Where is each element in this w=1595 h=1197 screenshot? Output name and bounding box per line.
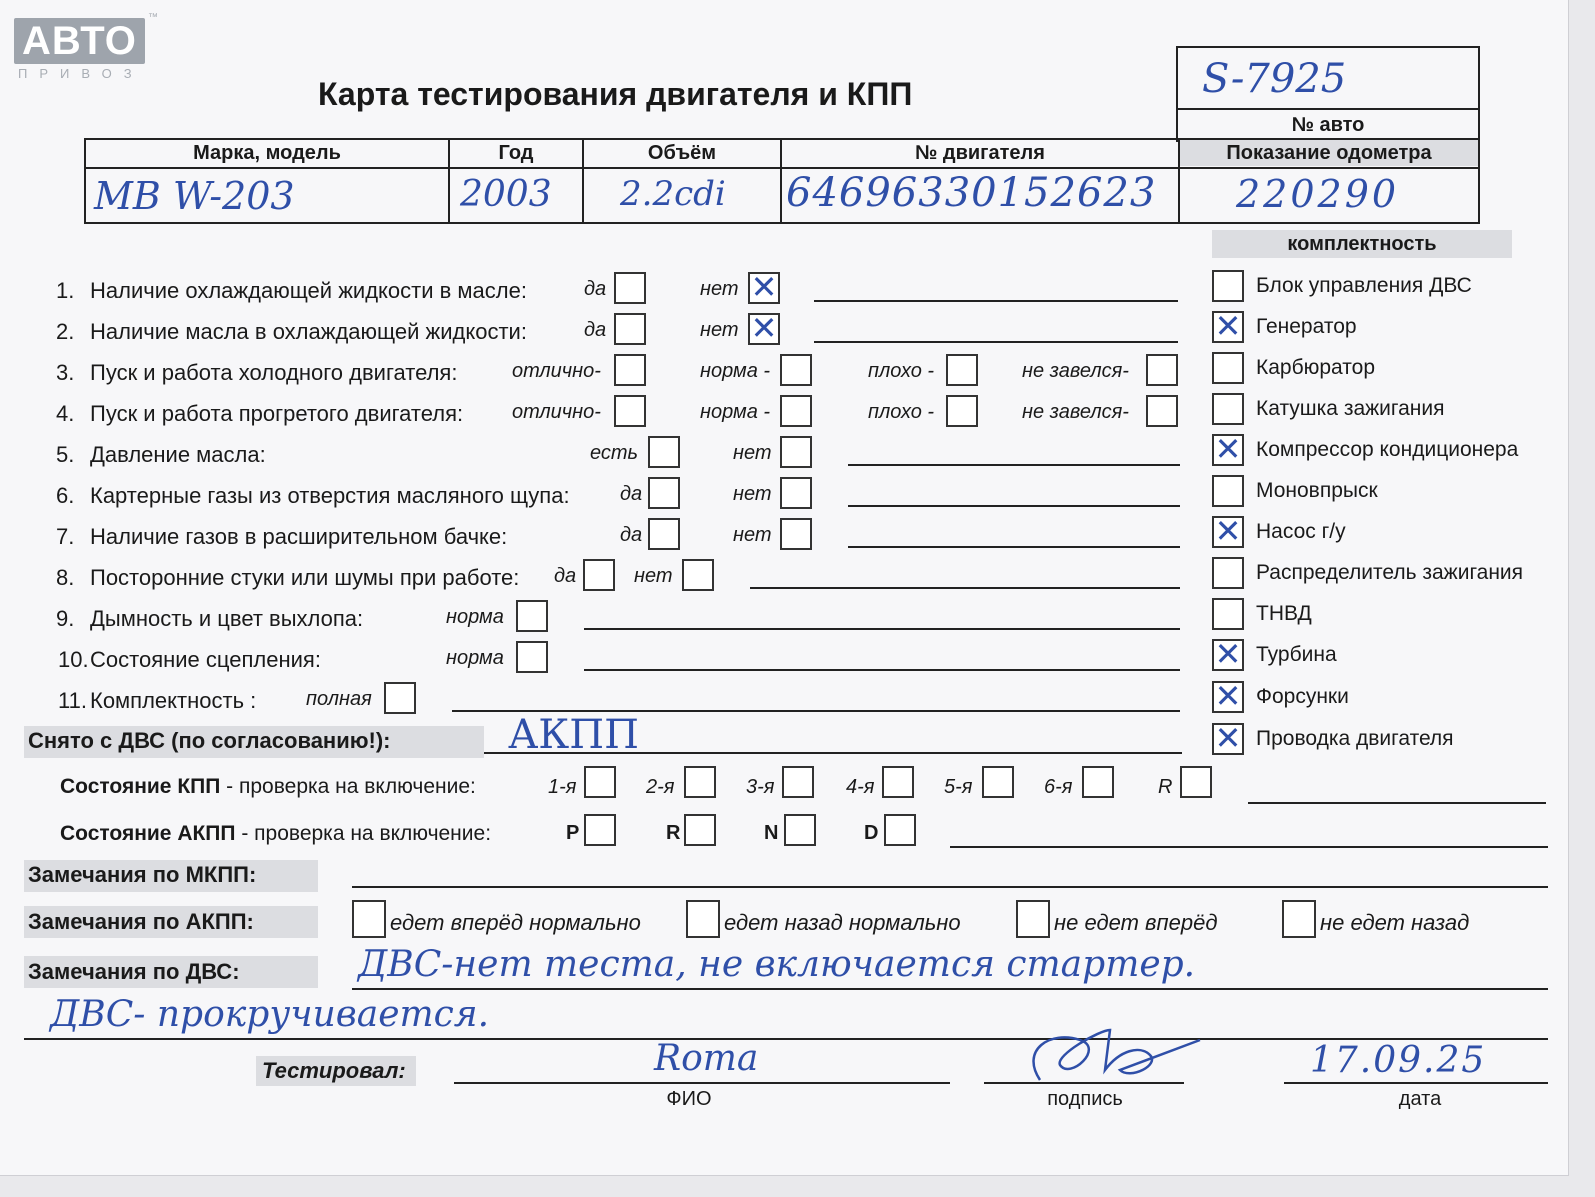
akpp-gear-label: R: [666, 822, 681, 844]
header-engine-number: № двигателя: [915, 142, 1045, 164]
logo: [14, 18, 145, 81]
question-text: Картерные газы из отверстия масляного щупа:: [90, 483, 570, 508]
completeness-item: Генератор: [1256, 315, 1357, 338]
option-checkbox[interactable]: [614, 272, 646, 304]
completeness-item: Распределитель зажигания: [1256, 561, 1524, 584]
akpp-gear-checkbox[interactable]: [684, 814, 716, 846]
akpp-notes-label: Замечания по АКПП:: [28, 909, 254, 934]
akpp-gear-checkbox[interactable]: [584, 814, 616, 846]
option-label: не завелся-: [1022, 401, 1129, 423]
dvs-notes-line1-rule: [352, 988, 1548, 990]
option-checkbox[interactable]: [648, 518, 680, 550]
question-text: Давление масла:: [90, 442, 266, 467]
col-model: [86, 140, 450, 222]
check-mark-icon: ✕: [1214, 512, 1242, 550]
kpp-gear-checkbox[interactable]: [1082, 766, 1114, 798]
check-mark-icon: ✕: [750, 268, 778, 306]
option-label: нет: [733, 442, 772, 464]
col-engine-number: [782, 140, 1180, 222]
check-mark-icon: ✕: [1214, 307, 1242, 345]
question-text: Состояние сцепления:: [90, 647, 321, 672]
answer-line: [584, 628, 1180, 630]
completeness-checkbox[interactable]: [1212, 352, 1244, 384]
signature-caption: подпись: [1047, 1088, 1123, 1110]
option-label: нет: [733, 483, 772, 505]
header-odometer: Показание одометра: [1226, 142, 1432, 164]
option-label: отлично-: [512, 401, 601, 423]
question-number: 2.: [56, 319, 75, 344]
akpp-label-bold: Состояние АКПП: [60, 822, 236, 845]
question-number: 1.: [56, 278, 75, 303]
akpp-note-label: едет назад нормально: [724, 910, 961, 935]
option-label: норма -: [700, 401, 771, 423]
option-checkbox[interactable]: [1146, 354, 1178, 386]
option-label: нет: [733, 524, 772, 546]
completeness-checkbox[interactable]: [1212, 307, 1244, 345]
completeness-checkbox[interactable]: [1212, 719, 1244, 757]
check-mark-icon: ✕: [1214, 719, 1242, 757]
question-text: Пуск и работа прогретого двигателя:: [90, 401, 464, 426]
completeness-item: Проводка двигателя: [1256, 727, 1454, 750]
removed-label: Снято с ДВС (по согласованию!):: [28, 728, 391, 753]
completeness-title: комплектность: [1212, 230, 1512, 258]
question-number: 4.: [56, 401, 75, 426]
kpp-gear-checkbox[interactable]: [782, 766, 814, 798]
col-volume: [584, 140, 782, 222]
tested-name: Roma: [654, 1038, 759, 1079]
kpp-label-bold: Состояние КПП: [60, 775, 221, 798]
question-number: 7.: [56, 524, 75, 549]
answer-line: [848, 464, 1180, 466]
option-checkbox[interactable]: [780, 395, 812, 427]
option-checkbox[interactable]: [1146, 395, 1178, 427]
dvs-notes-line2: ДВС- прокручивается.: [50, 994, 490, 1035]
akpp-note-checkbox[interactable]: [686, 900, 720, 938]
header-volume: Объём: [647, 142, 717, 164]
value-engine-number: 64696330152623: [786, 170, 1157, 216]
option-checkbox[interactable]: [780, 354, 812, 386]
completeness-item: Карбюратор: [1256, 356, 1376, 379]
answer-line: [848, 505, 1180, 507]
kpp-line: [1248, 802, 1546, 804]
completeness-checkbox[interactable]: [1212, 635, 1244, 673]
completeness-item: Насос г/у: [1256, 520, 1346, 543]
option-label: не завелся-: [1022, 360, 1129, 382]
test-date: 17.09.25: [1310, 1040, 1487, 1081]
akpp-gear-checkbox[interactable]: [784, 814, 816, 846]
option-checkbox[interactable]: [516, 641, 548, 673]
question-number: 6.: [56, 483, 75, 508]
completeness-checkbox[interactable]: [1212, 393, 1244, 425]
header-model: Марка, модель: [193, 142, 341, 164]
dvs-notes-line1: ДВС-нет теста, не включается стартер.: [358, 944, 1196, 985]
option-label: отлично-: [512, 360, 601, 382]
question-number: 3.: [56, 360, 75, 385]
question-text: Дымность и цвет выхлопа:: [90, 606, 364, 631]
check-mark-icon: ✕: [1214, 677, 1242, 715]
mkpp-notes-line: [352, 886, 1548, 888]
fio-caption: ФИО: [666, 1088, 712, 1110]
akpp-label-rest: - проверка на включение:: [235, 822, 492, 845]
akpp-note-label: не едет назад: [1320, 910, 1470, 935]
completeness-item: Компрессор кондиционера: [1256, 438, 1519, 461]
akpp-note-checkbox[interactable]: [1016, 900, 1050, 938]
option-label: норма -: [700, 360, 771, 382]
logo-subtext: ПРИВОЗ: [18, 66, 144, 81]
option-checkbox[interactable]: [384, 682, 416, 714]
option-checkbox[interactable]: [614, 354, 646, 386]
option-label: нет: [700, 278, 739, 300]
option-checkbox[interactable]: [583, 559, 615, 591]
mkpp-notes-label: Замечания по МКПП:: [28, 862, 257, 887]
option-checkbox[interactable]: [648, 436, 680, 468]
question-text: Посторонние стуки или шумы при работе:: [90, 565, 520, 590]
option-label: плохо -: [868, 401, 935, 423]
akpp-note-checkbox[interactable]: [352, 900, 386, 938]
option-label: нет: [700, 319, 739, 341]
kpp-gear-checkbox[interactable]: [982, 766, 1014, 798]
completeness-item: Катушка зажигания: [1256, 397, 1445, 420]
completeness-checkbox[interactable]: [1212, 270, 1244, 302]
answer-line: [848, 546, 1180, 548]
removed-line: [484, 752, 1182, 754]
question-text: Пуск и работа холодного двигателя:: [90, 360, 458, 385]
question-number: 10.: [58, 647, 89, 672]
kpp-gear-label: 2-я: [646, 776, 675, 798]
completeness-checkbox[interactable]: [1212, 677, 1244, 715]
removed-value: АКПП: [508, 712, 640, 758]
completeness-checkbox[interactable]: [1212, 475, 1244, 507]
option-checkbox[interactable]: [748, 268, 780, 306]
option-checkbox[interactable]: [780, 436, 812, 468]
question-text: Наличие масла в охлаждающей жидкости:: [90, 319, 527, 344]
header-year: Год: [498, 142, 534, 164]
value-odometer: 220290: [1236, 172, 1400, 216]
akpp-line: [950, 846, 1548, 848]
option-label: да: [584, 278, 607, 300]
option-checkbox[interactable]: [748, 309, 780, 347]
option-checkbox[interactable]: [682, 559, 714, 591]
value-model: МВ W-203: [94, 174, 295, 218]
kpp-gear-checkbox[interactable]: [584, 766, 616, 798]
kpp-gear-label: 5-я: [944, 776, 973, 798]
value-volume: 2.2cdi: [620, 174, 726, 214]
answer-line: [750, 587, 1180, 589]
option-label: да: [620, 483, 643, 505]
date-caption: дата: [1398, 1088, 1442, 1110]
answer-line: [584, 669, 1180, 671]
logo-text: АВТО: [14, 18, 145, 64]
kpp-gear-checkbox[interactable]: [684, 766, 716, 798]
option-label: нет: [634, 565, 673, 587]
car-number-value: S-7925: [1202, 56, 1347, 102]
question-number: 5.: [56, 442, 75, 467]
completeness-item: Турбина: [1256, 643, 1337, 666]
dvs-notes-label: Замечания по ДВС:: [28, 959, 240, 984]
completeness-checkbox[interactable]: [1212, 598, 1244, 630]
option-label: есть: [590, 442, 639, 464]
kpp-gear-checkbox[interactable]: [882, 766, 914, 798]
akpp-gear-label: N: [764, 822, 779, 844]
option-checkbox[interactable]: [516, 600, 548, 632]
option-checkbox[interactable]: [614, 313, 646, 345]
akpp-gear-label: P: [566, 822, 580, 844]
answer-line: [814, 300, 1178, 302]
option-checkbox[interactable]: [780, 477, 812, 509]
question-text: Наличие газов в расширительном бачке:: [90, 524, 508, 549]
completeness-checkbox[interactable]: [1212, 430, 1244, 468]
completeness-checkbox[interactable]: [1212, 512, 1244, 550]
completeness-item: Моновпрыск: [1256, 479, 1378, 502]
akpp-gear-label: D: [864, 822, 879, 844]
akpp-label: [60, 822, 491, 846]
kpp-label: [60, 775, 476, 799]
kpp-gear-label: 6-я: [1044, 776, 1073, 798]
fio-line: [454, 1082, 950, 1084]
completeness-item: Форсунки: [1256, 685, 1349, 708]
kpp-gear-label: 3-я: [746, 776, 775, 798]
akpp-note-checkbox[interactable]: [1282, 900, 1316, 938]
signature-image: [1010, 1010, 1210, 1090]
kpp-gear-label: 4-я: [846, 776, 875, 798]
akpp-note-label: едет вперёд нормально: [390, 910, 641, 935]
question-number: 9.: [56, 606, 75, 631]
option-checkbox[interactable]: [614, 395, 646, 427]
page-title: Карта тестирования двигателя и КПП: [318, 76, 913, 112]
question-text: Комплектность :: [90, 688, 257, 713]
option-label: да: [620, 524, 643, 546]
value-year: 2003: [460, 174, 552, 215]
option-checkbox[interactable]: [946, 395, 978, 427]
completeness-item: ТНВД: [1256, 602, 1312, 625]
kpp-label-rest: - проверка на включение:: [220, 775, 476, 798]
kpp-gear-label: 1-я: [548, 776, 577, 798]
car-number-label: № авто: [1178, 108, 1478, 140]
option-label: норма: [446, 647, 504, 669]
option-checkbox[interactable]: [648, 477, 680, 509]
question-text: Наличие охлаждающей жидкости в масле:: [90, 278, 527, 303]
answer-line: [452, 710, 1180, 712]
date-line: [1284, 1082, 1548, 1084]
car-info-table: [84, 138, 1480, 224]
check-mark-icon: ✕: [750, 309, 778, 347]
question-number: 8.: [56, 565, 75, 590]
option-checkbox[interactable]: [946, 354, 978, 386]
akpp-gear-checkbox[interactable]: [884, 814, 916, 846]
check-mark-icon: ✕: [1214, 635, 1242, 673]
option-label: полная: [306, 688, 372, 710]
completeness-item: Блок управления ДВС: [1256, 274, 1472, 297]
logo-trademark: ™: [148, 12, 158, 23]
col-year: [450, 140, 584, 222]
answer-line: [814, 341, 1178, 343]
option-label: норма: [446, 606, 504, 628]
option-checkbox[interactable]: [780, 518, 812, 550]
kpp-gear-checkbox[interactable]: [1180, 766, 1212, 798]
option-label: да: [554, 565, 577, 587]
check-mark-icon: ✕: [1214, 430, 1242, 468]
akpp-note-label: не едет вперёд: [1054, 910, 1218, 935]
kpp-gear-label: R: [1158, 776, 1173, 798]
col-odometer: [1180, 140, 1478, 222]
option-label: плохо -: [868, 360, 935, 382]
completeness-checkbox[interactable]: [1212, 557, 1244, 589]
car-number-box: [1176, 46, 1480, 142]
tested-label: Тестировал:: [262, 1058, 406, 1083]
option-label: да: [584, 319, 607, 341]
question-number: 11.: [58, 688, 87, 713]
